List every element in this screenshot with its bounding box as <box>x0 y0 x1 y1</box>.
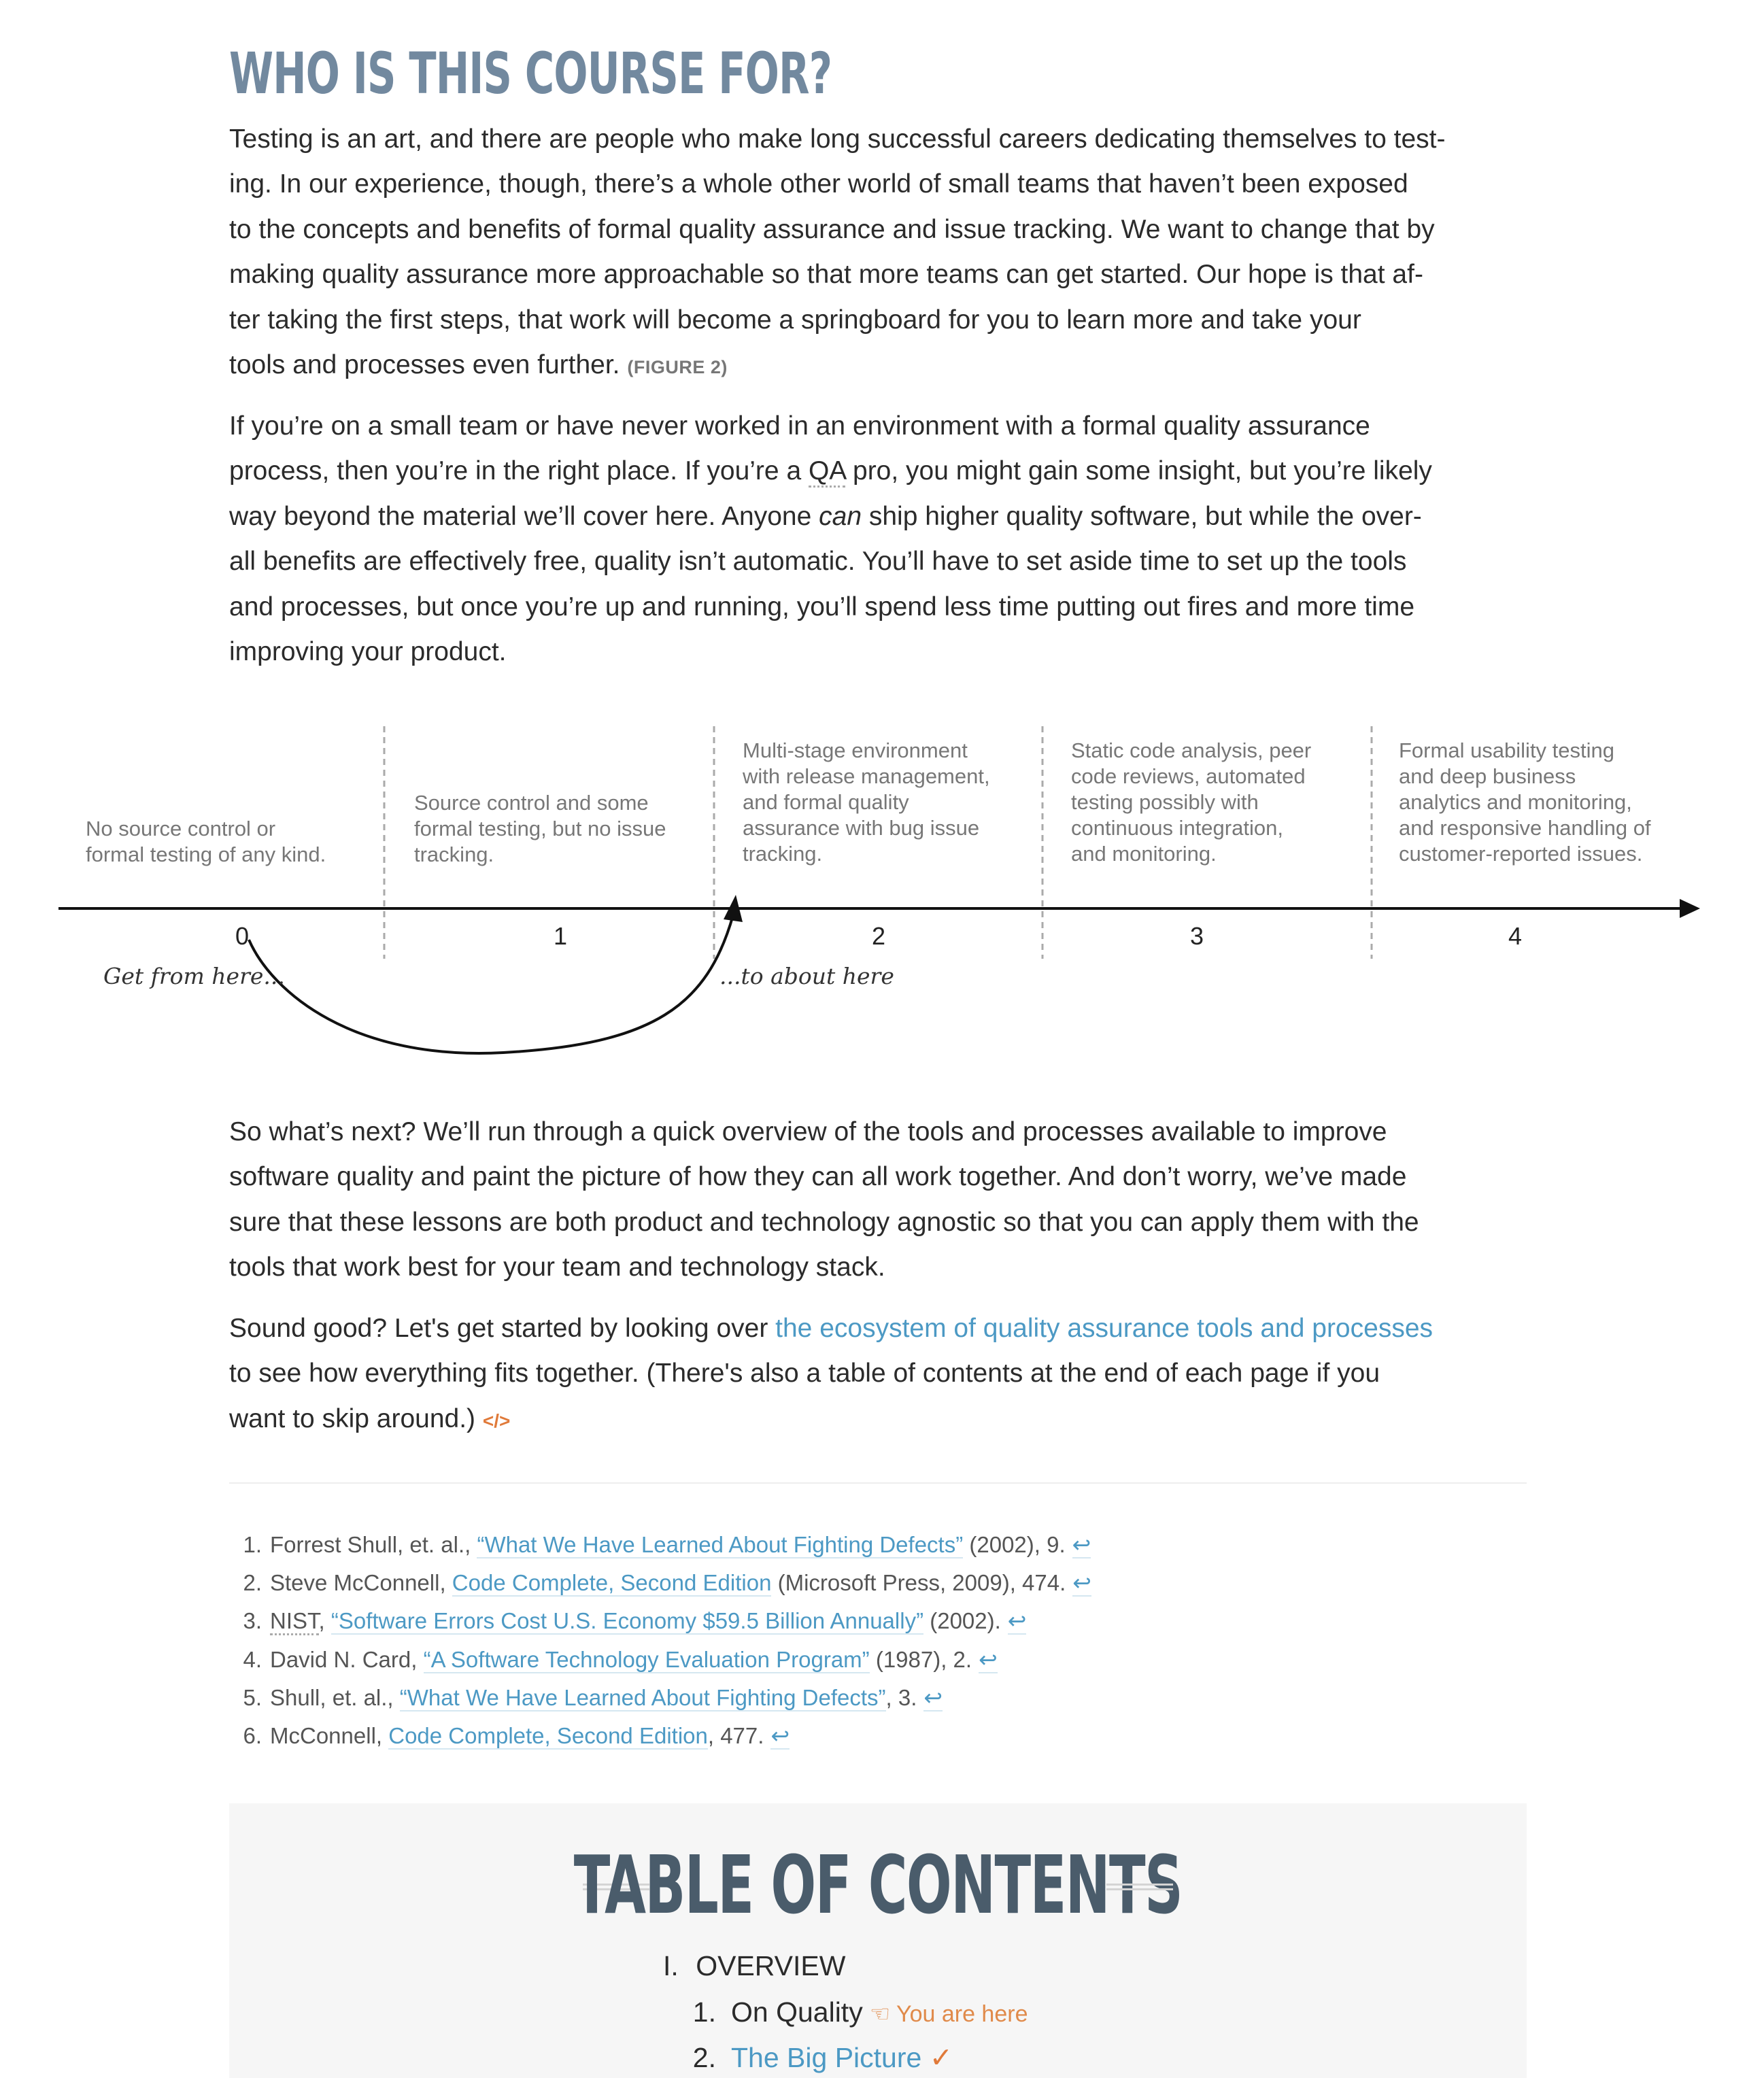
toc-part-overview <box>663 1950 845 1982</box>
footnote-backref-icon[interactable]: ↩ <box>770 1723 790 1749</box>
abbreviation-nist: NIST <box>270 1608 319 1635</box>
maturity-timeline-figure <box>0 721 1764 1074</box>
text-line <box>229 1306 1535 1351</box>
footnote-source-link[interactable]: “What We Have Learned About Fighting Defects” <box>399 1684 886 1710</box>
footnote-backref-icon[interactable]: ↩ <box>1072 1532 1091 1557</box>
stage-number-0: 0 <box>235 922 250 950</box>
footnote-author: McConnell, <box>270 1723 389 1749</box>
footnote-number: 2. <box>243 1570 262 1596</box>
footnote-detail: (Microsoft Press, 2009), 474. <box>771 1570 1066 1596</box>
text-line: improving your product. <box>229 637 507 667</box>
footnote-detail: , 3. <box>885 1684 917 1710</box>
stage-desc-line: analytics and monitoring, <box>1399 790 1632 814</box>
footnote-detail: , 477. <box>707 1723 764 1749</box>
footnote-backref-icon[interactable]: ↩ <box>923 1684 943 1710</box>
stage-desc-line: customer-reported issues. <box>1399 842 1643 866</box>
text-line: tools that work best for your team and technology stack. <box>229 1253 885 1282</box>
footnote-author: Steve McConnell, <box>270 1570 452 1596</box>
footnote-author: David N. Card, <box>270 1646 424 1672</box>
text-line: making quality assurance more approachable so that more teams can get started. Our hope is that af- <box>229 260 1423 290</box>
stage-number-3: 3 <box>1189 922 1204 950</box>
footnote-source-link[interactable]: “Software Errors Cost U.S. Economy $59.5 Billion Annually” <box>330 1608 924 1634</box>
from-label: Get from here... <box>103 963 285 989</box>
text-segment: ship higher quality software, but while the over- <box>862 501 1422 531</box>
text-line <box>229 1397 1535 1444</box>
stage-desc-line: and formal quality <box>743 790 909 814</box>
text-line <box>229 449 1535 494</box>
stage-desc-line: testing possibly with <box>1071 790 1259 814</box>
stage-desc-line: formal testing, but no issue <box>414 817 666 840</box>
toc-rule-right <box>1106 1884 1173 1890</box>
check-icon: ✓ <box>929 2042 953 2073</box>
footnote-number: 6. <box>243 1723 262 1749</box>
text-line: sure that these lessons are both product and technology agnostic so that you can apply them with the <box>229 1207 1419 1237</box>
stage-desc-line: Multi-stage environment <box>743 738 968 762</box>
stage-desc-line: with release management, <box>743 764 990 788</box>
text-line: all benefits are effectively free, quality isn’t automatic. You’ll have to set aside time to set up the tools <box>229 547 1407 577</box>
footnote-detail: (2002). <box>923 1608 1001 1634</box>
code-icon[interactable]: </> <box>482 1410 511 1431</box>
footnotes-divider <box>229 1482 1527 1484</box>
text-segment: way beyond the material we’ll cover here. Anyone <box>229 501 819 531</box>
footnote-source-link[interactable]: “What We Have Learned About Fighting Defects” <box>477 1532 964 1557</box>
footnote-detail: (2002), 9. <box>963 1532 1066 1557</box>
footnote-source-link[interactable]: Code Complete, Second Edition <box>452 1570 772 1596</box>
footnote-source-link[interactable]: “A Software Technology Evaluation Program” <box>423 1646 870 1672</box>
footnote-backref-icon[interactable]: ↩ <box>1007 1608 1027 1634</box>
stage-desc-line: and deep business <box>1399 764 1576 788</box>
stage-number-2: 2 <box>871 922 886 950</box>
text-segment: want to skip around.) <box>229 1403 476 1433</box>
footnote-item <box>229 1602 1091 1640</box>
footnote-number: 1. <box>243 1532 262 1557</box>
toc-title-wrap <box>229 1838 1527 1932</box>
stage-2-description <box>743 738 990 867</box>
stage-desc-line: Static code analysis, peer <box>1071 738 1312 762</box>
footnote-item <box>229 1717 1091 1755</box>
stage-number-4: 4 <box>1508 922 1523 950</box>
text-segment: process, then you’re in the right place. If you’re a <box>229 456 809 486</box>
text-line: software quality and paint the picture of how they can all work together. And don’t worry, we’ve made <box>229 1162 1407 1192</box>
stage-desc-line: code reviews, automated <box>1071 764 1306 788</box>
emphasis: can <box>819 501 862 531</box>
text-line: ter taking the first steps, that work will become a springboard for you to learn more and take your <box>229 305 1361 335</box>
footnote-number: 5. <box>243 1684 262 1710</box>
stage-desc-line: formal testing of any kind. <box>86 842 326 866</box>
footnote-author: Forrest Shull, et. al., <box>270 1532 477 1557</box>
text-line: So what’s next? We’ll run through a quick overview of the tools and processes available to improve <box>229 1117 1387 1146</box>
toc-title: TABLE OF CONTENTS <box>573 1838 1183 1932</box>
text-line-with-figure-ref <box>229 343 1535 390</box>
footnote-item <box>229 1526 1091 1564</box>
figure-reference: (FIGURE 2) <box>627 357 728 378</box>
paragraph-intro <box>229 117 1535 390</box>
text-line: and processes, but once you’re up and running, you’ll spend less time putting out fires and more time <box>229 592 1415 621</box>
ecosystem-link[interactable]: the ecosystem of quality assurance tools and processes <box>775 1314 1434 1343</box>
footnote-backref-icon[interactable]: ↩ <box>1072 1570 1091 1596</box>
toc-part-number: I. <box>663 1950 679 1981</box>
text-segment: Sound good? Let's get started by looking over <box>229 1314 776 1343</box>
paragraph-audience <box>229 404 1535 675</box>
toc-item-link[interactable]: The Big Picture <box>731 2042 922 2073</box>
footnote-item <box>229 1564 1091 1602</box>
paragraph-whats-next <box>229 1110 1535 1291</box>
stage-desc-line: and monitoring. <box>1071 842 1217 866</box>
table-of-contents <box>229 1803 1527 2078</box>
stage-1-description <box>414 790 666 868</box>
stage-number-1: 1 <box>553 922 568 950</box>
stage-4-description <box>1399 738 1651 867</box>
footnote-number: 3. <box>243 1608 262 1634</box>
toc-part-label: OVERVIEW <box>696 1950 846 1981</box>
stage-desc-line: tracking. <box>743 842 823 866</box>
stage-desc-line: Source control and some <box>414 791 649 815</box>
section-heading: WHO IS THIS COURSE FOR? <box>229 40 832 107</box>
text-line: If you’re on a small team or have never worked in an environment with a formal quality assurance <box>229 411 1370 441</box>
footnote-backref-icon[interactable]: ↩ <box>979 1646 998 1672</box>
text-segment: pro, you might gain some insight, but you’re likely <box>845 456 1432 486</box>
stage-3-description <box>1071 738 1311 867</box>
toc-item-big-picture[interactable] <box>678 2041 953 2074</box>
you-are-here-marker: ☜ You are here <box>869 2001 1028 2027</box>
to-label: ...to about here <box>719 963 894 989</box>
toc-item-number: 1. <box>692 1996 716 2028</box>
timeline-axis-arrowhead <box>1680 899 1700 918</box>
stage-desc-line: Formal usability testing <box>1399 738 1615 762</box>
text-line <box>229 494 1535 539</box>
progress-arrow <box>249 915 733 1053</box>
stage-desc-line: tracking. <box>414 842 494 866</box>
footnotes-list <box>229 1526 1091 1755</box>
footnote-author: , <box>318 1608 331 1634</box>
stage-desc-line: and responsive handling of <box>1399 816 1651 840</box>
footnote-detail: (1987), 2. <box>869 1646 972 1672</box>
text-line: ing. In our experience, though, there’s a whole other world of small teams that haven’t been exposed <box>229 169 1408 199</box>
text-line: Testing is an art, and there are people who make long successful careers dedicating themselves to test- <box>229 124 1446 154</box>
footnote-number: 4. <box>243 1646 262 1672</box>
toc-item-number: 2. <box>692 2042 716 2073</box>
stage-desc-line: continuous integration, <box>1071 816 1283 840</box>
footnote-item <box>229 1679 1091 1717</box>
stage-desc-line: assurance with bug issue <box>743 816 980 840</box>
stage-desc-line: No source control or <box>86 817 276 840</box>
toc-item-on-quality <box>678 1996 1028 2028</box>
footnote-source-link[interactable]: Code Complete, Second Edition <box>388 1723 708 1749</box>
footnote-author: Shull, et. al., <box>270 1684 400 1710</box>
toc-item-label: On Quality <box>731 1996 863 2028</box>
footnote-item <box>229 1641 1091 1679</box>
text-line: tools and processes even further. <box>229 350 620 380</box>
paragraph-get-started <box>229 1306 1535 1444</box>
abbreviation-qa: QA <box>809 456 845 488</box>
text-line: to the concepts and benefits of formal quality assurance and issue tracking. We want to change that by <box>229 214 1435 244</box>
text-line: to see how everything fits together. (There's also a table of contents at the end of each page if you <box>229 1359 1380 1389</box>
stage-0-description <box>86 816 326 868</box>
